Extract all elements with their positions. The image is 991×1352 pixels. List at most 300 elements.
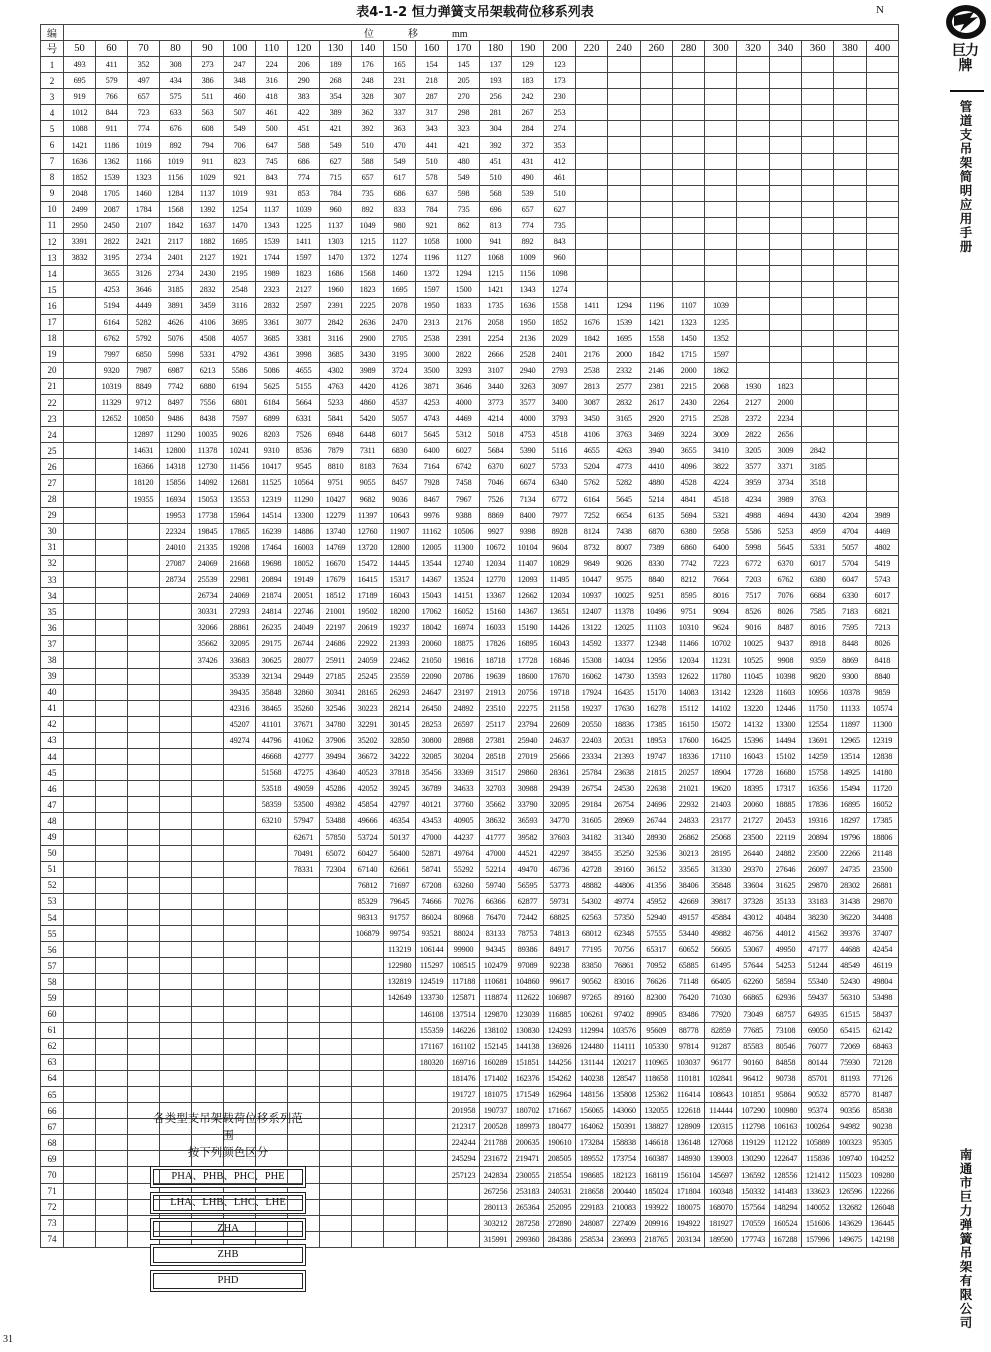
load-cell bbox=[866, 411, 898, 427]
load-cell bbox=[866, 169, 898, 185]
load-cell: 200528 bbox=[480, 1119, 512, 1135]
load-cell: 2832 bbox=[608, 394, 640, 410]
load-cell: 58594 bbox=[769, 974, 801, 990]
load-cell: 3832 bbox=[64, 250, 96, 266]
load-cell: 38632 bbox=[480, 813, 512, 829]
load-cell: 12897 bbox=[128, 427, 160, 443]
load-cell: 434 bbox=[160, 73, 192, 89]
load-cell: 53518 bbox=[256, 781, 288, 797]
load-cell bbox=[352, 1151, 384, 1167]
load-cell: 20453 bbox=[769, 813, 801, 829]
load-cell bbox=[64, 604, 96, 620]
load-cell: 813 bbox=[480, 217, 512, 233]
load-cell: 129 bbox=[512, 57, 544, 73]
load-cell bbox=[96, 1135, 128, 1151]
load-cell: 14259 bbox=[802, 749, 834, 765]
load-cell: 3959 bbox=[737, 475, 769, 491]
load-cell bbox=[448, 1231, 480, 1247]
load-cell bbox=[802, 411, 834, 427]
load-cell bbox=[128, 1054, 160, 1070]
load-cell: 122266 bbox=[866, 1183, 898, 1199]
load-cell: 633 bbox=[160, 105, 192, 121]
load-cell bbox=[96, 572, 128, 588]
load-cell: 17317 bbox=[769, 781, 801, 797]
load-cell: 2234 bbox=[769, 411, 801, 427]
load-cell: 129870 bbox=[480, 1006, 512, 1022]
load-cell bbox=[737, 153, 769, 169]
load-cell: 48882 bbox=[576, 877, 608, 893]
load-cell: 941 bbox=[480, 234, 512, 250]
load-cell: 183 bbox=[512, 73, 544, 89]
load-cell: 84858 bbox=[769, 1054, 801, 1070]
load-cell bbox=[64, 909, 96, 925]
load-cell bbox=[834, 266, 866, 282]
load-cell bbox=[834, 378, 866, 394]
load-cell bbox=[96, 926, 128, 942]
load-cell bbox=[416, 1135, 448, 1151]
load-cell: 8869 bbox=[480, 507, 512, 523]
load-cell: 10643 bbox=[384, 507, 416, 523]
load-cell: 44012 bbox=[769, 926, 801, 942]
load-cell: 1137 bbox=[256, 201, 288, 217]
load-cell: 5331 bbox=[192, 346, 224, 362]
load-cell: 110181 bbox=[672, 1070, 704, 1086]
load-cell: 1000 bbox=[448, 234, 480, 250]
load-cell: 4802 bbox=[866, 539, 898, 555]
row-number: 33 bbox=[41, 572, 64, 588]
load-cell: 17630 bbox=[608, 700, 640, 716]
load-cell: 15170 bbox=[640, 684, 672, 700]
load-cell: 128547 bbox=[608, 1070, 640, 1086]
load-cell: 106879 bbox=[352, 926, 384, 942]
load-cell bbox=[384, 1183, 416, 1199]
load-cell bbox=[96, 749, 128, 765]
load-cell: 167288 bbox=[769, 1231, 801, 1247]
load-cell: 2528 bbox=[512, 346, 544, 362]
load-cell: 1882 bbox=[192, 234, 224, 250]
load-cell: 115836 bbox=[802, 1151, 834, 1167]
load-cell bbox=[288, 1022, 320, 1038]
load-cell bbox=[64, 1006, 96, 1022]
load-cell: 165 bbox=[384, 57, 416, 73]
load-cell: 12740 bbox=[448, 555, 480, 571]
load-cell: 191727 bbox=[448, 1087, 480, 1103]
load-cell: 22266 bbox=[834, 845, 866, 861]
load-cell: 280113 bbox=[480, 1199, 512, 1215]
load-cell bbox=[160, 652, 192, 668]
load-cell: 1196 bbox=[640, 298, 672, 314]
load-cell: 14367 bbox=[416, 572, 448, 588]
load-cell: 25666 bbox=[544, 749, 576, 765]
table-row bbox=[41, 539, 899, 555]
load-cell: 1676 bbox=[576, 314, 608, 330]
load-cell bbox=[256, 861, 288, 877]
load-cell: 5704 bbox=[834, 555, 866, 571]
load-cell: 103576 bbox=[608, 1022, 640, 1038]
table-row bbox=[41, 1022, 899, 1038]
load-cell: 46119 bbox=[866, 958, 898, 974]
load-cell: 19796 bbox=[834, 829, 866, 845]
load-cell bbox=[64, 620, 96, 636]
load-cell: 2470 bbox=[384, 314, 416, 330]
table-row bbox=[41, 137, 899, 153]
load-cell bbox=[96, 716, 128, 732]
brand-name: 巨力牌 bbox=[952, 43, 978, 74]
load-cell bbox=[96, 893, 128, 909]
load-cell bbox=[769, 137, 801, 153]
load-cell bbox=[128, 1070, 160, 1086]
load-cell: 14318 bbox=[160, 459, 192, 475]
load-cell: 56605 bbox=[705, 942, 737, 958]
load-cell: 32095 bbox=[224, 636, 256, 652]
load-cell: 19149 bbox=[288, 572, 320, 588]
table-row bbox=[41, 250, 899, 266]
load-cell: 22275 bbox=[512, 700, 544, 716]
load-cell: 315991 bbox=[480, 1231, 512, 1247]
load-cell bbox=[576, 185, 608, 201]
load-cell: 13544 bbox=[416, 555, 448, 571]
load-cell: 3000 bbox=[416, 346, 448, 362]
load-cell bbox=[352, 1231, 384, 1247]
load-cell: 32536 bbox=[640, 845, 672, 861]
load-cell: 28361 bbox=[544, 765, 576, 781]
load-cell bbox=[64, 732, 96, 748]
load-cell: 136926 bbox=[544, 1038, 576, 1054]
load-cell: 10417 bbox=[256, 459, 288, 475]
load-cell: 510 bbox=[480, 169, 512, 185]
load-cell bbox=[192, 1038, 224, 1054]
load-cell: 189973 bbox=[512, 1119, 544, 1135]
load-cell bbox=[866, 362, 898, 378]
load-cell: 26293 bbox=[384, 684, 416, 700]
load-cell: 11378 bbox=[192, 443, 224, 459]
table-row bbox=[41, 732, 899, 748]
load-cell: 148156 bbox=[576, 1087, 608, 1103]
load-cell: 12681 bbox=[224, 475, 256, 491]
load-cell: 26450 bbox=[416, 700, 448, 716]
load-cell bbox=[128, 877, 160, 893]
load-cell: 1568 bbox=[352, 266, 384, 282]
load-cell: 193 bbox=[480, 73, 512, 89]
load-cell: 3646 bbox=[128, 282, 160, 298]
load-cell: 16033 bbox=[480, 620, 512, 636]
load-cell: 18297 bbox=[834, 813, 866, 829]
load-cell bbox=[705, 153, 737, 169]
load-cell: 28195 bbox=[705, 845, 737, 861]
load-cell: 121412 bbox=[802, 1167, 834, 1183]
table-row bbox=[41, 153, 899, 169]
load-cell bbox=[769, 282, 801, 298]
table-row bbox=[41, 716, 899, 732]
column-header: 140 bbox=[352, 41, 384, 57]
load-cell: 88024 bbox=[448, 926, 480, 942]
legend-item-lha: LHA、LHB、LHC、LHE bbox=[153, 1195, 303, 1211]
load-cell: 57350 bbox=[608, 909, 640, 925]
load-cell bbox=[128, 539, 160, 555]
load-cell: 127068 bbox=[705, 1135, 737, 1151]
load-cell: 21403 bbox=[705, 797, 737, 813]
load-cell: 44806 bbox=[608, 877, 640, 893]
load-cell: 579 bbox=[96, 73, 128, 89]
load-cell: 15190 bbox=[512, 620, 544, 636]
load-cell bbox=[160, 926, 192, 942]
load-cell: 2656 bbox=[769, 427, 801, 443]
load-cell bbox=[769, 105, 801, 121]
load-cell: 118658 bbox=[640, 1070, 672, 1086]
load-cell: 34633 bbox=[448, 781, 480, 797]
load-cell bbox=[160, 684, 192, 700]
load-cell: 3989 bbox=[769, 491, 801, 507]
table-row bbox=[41, 974, 899, 990]
load-cell: 316 bbox=[256, 73, 288, 89]
load-cell: 82300 bbox=[640, 990, 672, 1006]
load-cell: 272890 bbox=[544, 1215, 576, 1231]
load-cell bbox=[802, 298, 834, 314]
load-cell bbox=[64, 974, 96, 990]
load-cell bbox=[705, 73, 737, 89]
load-cell: 181927 bbox=[705, 1215, 737, 1231]
load-cell bbox=[834, 443, 866, 459]
load-cell bbox=[160, 877, 192, 893]
row-number: 60 bbox=[41, 1006, 64, 1022]
load-cell: 248087 bbox=[576, 1215, 608, 1231]
load-cell bbox=[224, 974, 256, 990]
load-cell bbox=[96, 942, 128, 958]
load-cell: 81487 bbox=[866, 1087, 898, 1103]
load-cell: 59731 bbox=[544, 893, 576, 909]
load-cell: 1137 bbox=[320, 217, 352, 233]
load-cell: 353 bbox=[544, 137, 576, 153]
load-cell: 218765 bbox=[640, 1231, 672, 1247]
load-cell: 2548 bbox=[224, 282, 256, 298]
load-cell bbox=[256, 893, 288, 909]
table-row bbox=[41, 282, 899, 298]
load-cell: 1088 bbox=[64, 121, 96, 137]
load-cell bbox=[288, 1006, 320, 1022]
load-cell: 148294 bbox=[769, 1199, 801, 1215]
load-cell: 9310 bbox=[256, 443, 288, 459]
load-cell: 1352 bbox=[705, 330, 737, 346]
load-cell: 62877 bbox=[512, 893, 544, 909]
load-cell: 7595 bbox=[834, 620, 866, 636]
load-cell: 676 bbox=[160, 121, 192, 137]
load-cell bbox=[256, 926, 288, 942]
load-cell: 72304 bbox=[320, 861, 352, 877]
load-cell: 171167 bbox=[416, 1038, 448, 1054]
load-cell bbox=[64, 765, 96, 781]
load-cell: 29870 bbox=[802, 877, 834, 893]
company-name: 南通市巨力弹簧吊架有限公司 bbox=[959, 1147, 973, 1330]
load-cell: 49382 bbox=[320, 797, 352, 813]
load-cell: 4096 bbox=[672, 459, 704, 475]
load-cell: 6184 bbox=[256, 394, 288, 410]
load-cell bbox=[320, 1151, 352, 1167]
legend-caption bbox=[150, 1110, 306, 1161]
load-cell: 7517 bbox=[737, 588, 769, 604]
load-cell bbox=[640, 234, 672, 250]
load-cell: 12407 bbox=[576, 604, 608, 620]
load-cell: 53724 bbox=[352, 829, 384, 845]
load-cell: 7634 bbox=[384, 459, 416, 475]
load-cell: 960 bbox=[320, 201, 352, 217]
load-cell: 28253 bbox=[416, 716, 448, 732]
load-cell: 3009 bbox=[769, 443, 801, 459]
load-cell: 5762 bbox=[576, 475, 608, 491]
load-cell: 76861 bbox=[608, 958, 640, 974]
load-cell: 30213 bbox=[672, 845, 704, 861]
column-header: 160 bbox=[416, 41, 448, 57]
load-cell bbox=[866, 266, 898, 282]
load-cell: 4126 bbox=[384, 378, 416, 394]
load-cell: 42316 bbox=[224, 700, 256, 716]
load-cell: 14151 bbox=[448, 588, 480, 604]
load-cell: 14367 bbox=[512, 604, 544, 620]
load-cell bbox=[224, 1022, 256, 1038]
page-title: 表4-1-2 恒力弹簧支吊架载荷位移系列表 bbox=[356, 5, 594, 20]
row-number: 54 bbox=[41, 909, 64, 925]
load-cell bbox=[256, 974, 288, 990]
load-cell: 7556 bbox=[192, 394, 224, 410]
row-number: 26 bbox=[41, 459, 64, 475]
load-cell: 695 bbox=[64, 73, 96, 89]
load-cell: 9604 bbox=[544, 539, 576, 555]
load-cell: 4655 bbox=[288, 362, 320, 378]
load-cell: 52430 bbox=[834, 974, 866, 990]
load-cell: 14592 bbox=[576, 636, 608, 652]
load-cell: 13691 bbox=[802, 732, 834, 748]
load-cell: 90562 bbox=[576, 974, 608, 990]
load-cell bbox=[192, 765, 224, 781]
load-cell: 5998 bbox=[737, 539, 769, 555]
load-cell: 29870 bbox=[866, 893, 898, 909]
load-cell: 19502 bbox=[352, 604, 384, 620]
load-cell: 42777 bbox=[288, 749, 320, 765]
load-cell bbox=[802, 185, 834, 201]
load-cell: 22324 bbox=[160, 523, 192, 539]
load-cell: 15317 bbox=[384, 572, 416, 588]
load-cell: 11045 bbox=[737, 668, 769, 684]
load-cell: 122618 bbox=[672, 1103, 704, 1119]
load-cell: 55292 bbox=[448, 861, 480, 877]
load-cell: 242834 bbox=[480, 1167, 512, 1183]
load-cell bbox=[769, 234, 801, 250]
load-cell bbox=[384, 1006, 416, 1022]
load-cell: 136445 bbox=[866, 1215, 898, 1231]
load-cell: 157564 bbox=[737, 1199, 769, 1215]
table-row bbox=[41, 427, 899, 443]
load-cell: 70952 bbox=[640, 958, 672, 974]
load-cell: 28734 bbox=[160, 572, 192, 588]
load-cell bbox=[352, 1135, 384, 1151]
load-cell: 2822 bbox=[448, 346, 480, 362]
load-cell: 85838 bbox=[866, 1103, 898, 1119]
load-cell bbox=[737, 298, 769, 314]
load-cell: 8918 bbox=[802, 636, 834, 652]
legend-item-zha: ZHA bbox=[153, 1221, 303, 1237]
load-cell: 19237 bbox=[576, 700, 608, 716]
load-cell bbox=[96, 491, 128, 507]
load-cell: 11329 bbox=[96, 394, 128, 410]
load-cell: 35202 bbox=[352, 732, 384, 748]
load-cell: 168070 bbox=[705, 1199, 737, 1215]
load-cell: 37426 bbox=[192, 652, 224, 668]
load-cell: 18120 bbox=[128, 475, 160, 491]
load-cell: 149675 bbox=[834, 1231, 866, 1247]
table-row bbox=[41, 877, 899, 893]
load-cell: 1597 bbox=[288, 250, 320, 266]
load-cell: 9575 bbox=[608, 572, 640, 588]
load-cell: 431 bbox=[512, 153, 544, 169]
column-header: 340 bbox=[769, 41, 801, 57]
load-cell: 862 bbox=[448, 217, 480, 233]
load-cell: 9388 bbox=[448, 507, 480, 523]
load-cell: 37407 bbox=[866, 926, 898, 942]
row-number: 48 bbox=[41, 813, 64, 829]
load-cell: 4753 bbox=[512, 427, 544, 443]
load-cell: 17728 bbox=[737, 765, 769, 781]
column-header: 220 bbox=[576, 41, 608, 57]
load-cell bbox=[128, 507, 160, 523]
load-cell bbox=[384, 1167, 416, 1183]
load-cell: 32095 bbox=[544, 797, 576, 813]
load-cell: 40523 bbox=[352, 765, 384, 781]
load-cell: 96412 bbox=[737, 1070, 769, 1086]
load-cell: 30625 bbox=[256, 652, 288, 668]
load-cell bbox=[192, 942, 224, 958]
load-cell: 844 bbox=[96, 105, 128, 121]
load-cell: 8732 bbox=[576, 539, 608, 555]
load-cell: 9486 bbox=[160, 411, 192, 427]
load-cell: 49470 bbox=[512, 861, 544, 877]
load-cell: 194922 bbox=[672, 1215, 704, 1231]
load-cell: 27381 bbox=[480, 732, 512, 748]
load-cell: 2000 bbox=[672, 362, 704, 378]
load-cell: 34780 bbox=[320, 716, 352, 732]
load-cell: 4704 bbox=[834, 523, 866, 539]
load-cell bbox=[288, 926, 320, 942]
load-cell: 33565 bbox=[672, 861, 704, 877]
load-cell bbox=[769, 217, 801, 233]
load-cell: 36672 bbox=[352, 749, 384, 765]
load-cell: 37818 bbox=[384, 765, 416, 781]
load-cell: 686 bbox=[384, 185, 416, 201]
load-cell: 4626 bbox=[160, 314, 192, 330]
load-cell: 2793 bbox=[544, 362, 576, 378]
load-cell: 37603 bbox=[544, 829, 576, 845]
load-cell: 3459 bbox=[192, 298, 224, 314]
load-cell: 17836 bbox=[802, 797, 834, 813]
load-cell: 200635 bbox=[512, 1135, 544, 1151]
load-cell: 14769 bbox=[320, 539, 352, 555]
load-cell bbox=[96, 1119, 128, 1135]
load-cell bbox=[64, 1183, 96, 1199]
row-number: 30 bbox=[41, 523, 64, 539]
load-cell bbox=[192, 877, 224, 893]
load-cell: 617 bbox=[384, 169, 416, 185]
load-cell: 5233 bbox=[320, 394, 352, 410]
load-cell: 348 bbox=[224, 73, 256, 89]
load-cell bbox=[128, 732, 160, 748]
load-cell: 209916 bbox=[640, 1215, 672, 1231]
load-cell bbox=[64, 1215, 96, 1231]
load-cell: 40905 bbox=[448, 813, 480, 829]
load-cell: 3116 bbox=[224, 298, 256, 314]
load-cell: 85701 bbox=[802, 1070, 834, 1086]
load-cell: 911 bbox=[192, 153, 224, 169]
load-cell bbox=[64, 893, 96, 909]
load-cell: 2832 bbox=[192, 282, 224, 298]
load-cell: 8849 bbox=[128, 378, 160, 394]
